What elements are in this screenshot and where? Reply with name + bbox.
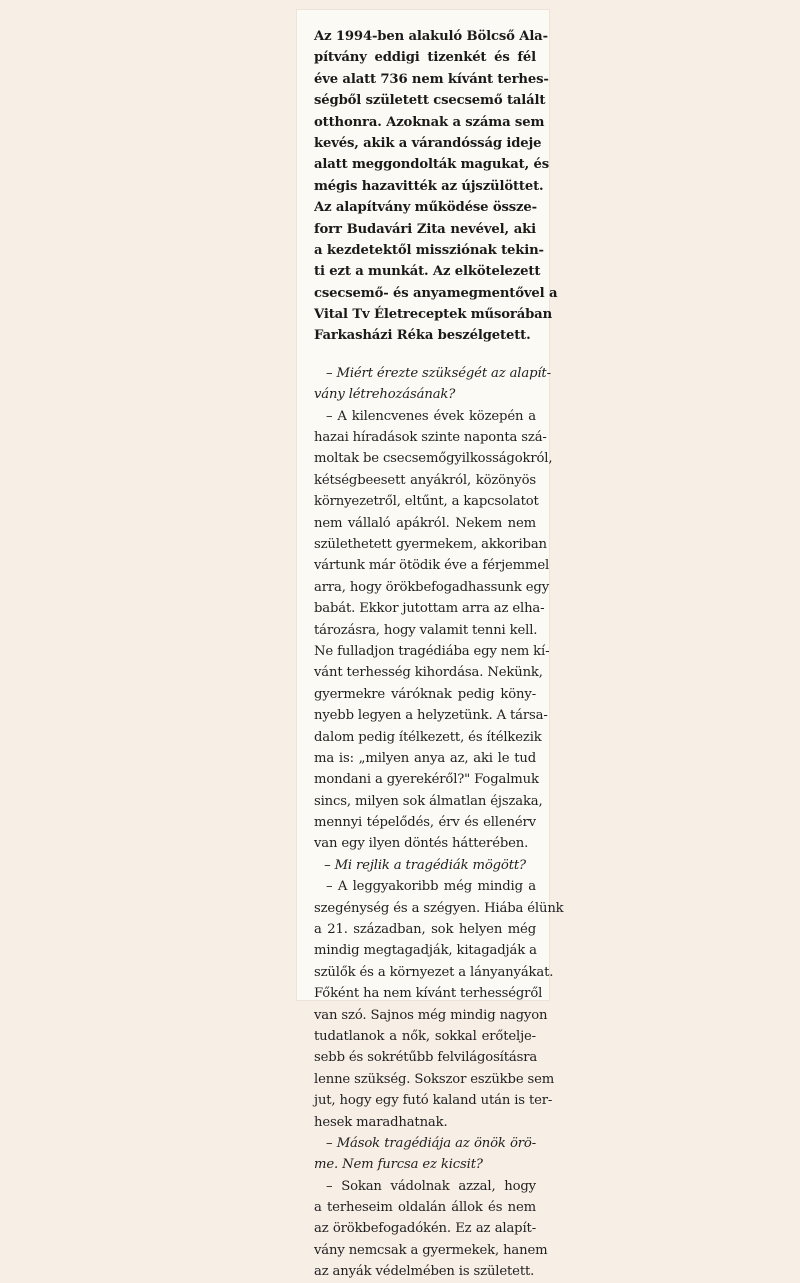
- article-column: [314, 26, 564, 1283]
- text-line: szülők és a környezet a lányanyákat.: [314, 964, 554, 980]
- text-line: a kezdetektől missziónak tekin-: [314, 242, 544, 258]
- text-line: babát. Ekkor jutottam arra az elha-: [314, 601, 545, 617]
- text-line: alatt meggondolták magukat, és: [314, 157, 550, 173]
- text-line: Vital Tv Életreceptek műsorában: [314, 307, 553, 323]
- text-line: kétségbeesett anyákról, közönyös: [314, 472, 536, 488]
- text-line: Főként ha nem kívánt terhességről: [314, 986, 543, 1002]
- text-line: – A leggyakoribb még mindig a: [326, 879, 536, 895]
- text-line: a terheseim oldalán állok és nem: [314, 1200, 536, 1216]
- text-line: ma is: „milyen anya az, aki le tud: [314, 750, 536, 766]
- text-line: környezetről, eltűnt, a kapcsolatot: [314, 494, 539, 510]
- text-line: dalom pedig ítélkezett, és ítélkezik: [314, 729, 542, 745]
- text-line: az anyák védelmében is született.: [314, 1264, 535, 1280]
- text-line: otthonra. Azoknak a száma sem: [314, 114, 545, 130]
- text-line: moltak be csecsemőgyilkosságokról,: [314, 451, 553, 467]
- text-line: tározásra, hogy valamit tenni kell.: [314, 622, 538, 638]
- text-line: mondani a gyerekéről?" Fogalmuk: [314, 772, 539, 788]
- text-line: Farkasházi Réka beszélgetett.: [314, 328, 531, 344]
- text-line: tudatlanok a nők, sokkal erőtelje-: [314, 1028, 536, 1044]
- text-line: – Miért érezte szükségét az alapít-: [326, 365, 551, 381]
- text-line: az örökbefogadókén. Ez az alapít-: [314, 1221, 536, 1237]
- text-line: sincs, milyen sok álmatlan éjszaka,: [314, 793, 543, 809]
- text-line: vány létrehozásának?: [314, 387, 456, 403]
- text-line: me. Nem furcsa ez kicsit?: [314, 1157, 483, 1173]
- text-line: nyebb legyen a helyzetünk. A társa-: [314, 708, 548, 724]
- text-line: gyermekre váróknak pedig köny-: [314, 686, 536, 702]
- text-line: vártunk már ötödik éve a férjemmel: [314, 558, 550, 574]
- text-line: hesek maradhatnak.: [314, 1114, 448, 1130]
- text-line: ti ezt a munkát. Az elkötelezett: [314, 264, 541, 280]
- question-3: [314, 1133, 536, 1176]
- text-line: hazai híradások szinte naponta szá-: [314, 430, 547, 446]
- text-line: szegénység és a szégyen. Hiába élünk: [314, 900, 564, 916]
- text-line: születhetett gyermekem, akkoriban: [314, 536, 547, 552]
- text-line: csecsemő- és anyamegmentővel a: [314, 285, 558, 301]
- text-line: mennyi tépelődés, érv és ellenérv: [314, 815, 536, 831]
- text-line: sebb és sokrétűbb felvilágosításra: [314, 1050, 538, 1066]
- text-line: vánt terhesség kihordása. Nekünk,: [314, 665, 543, 681]
- text-line: ségből született csecsemő talált: [314, 93, 546, 109]
- text-line: van szó. Sajnos még mindig nagyon: [314, 1007, 548, 1023]
- text-line: mégis hazavitték az újszülöttet.: [314, 178, 544, 194]
- text-line: a 21. században, sok helyen még: [314, 922, 536, 938]
- text-line: arra, hogy örökbefogadhassunk egy: [314, 579, 550, 595]
- text-line: Ne fulladjon tragédiába egy nem kí-: [314, 643, 550, 659]
- answer-2: [314, 876, 564, 1133]
- answer-1: [314, 406, 553, 855]
- text-line: – Sokan vádolnak azzal, hogy: [326, 1178, 536, 1194]
- text-line: mindig megtagadják, kitagadják a: [314, 943, 537, 959]
- text-line: nem vállaló apákról. Nekem nem: [314, 515, 536, 531]
- text-line: pítvány eddigi tizenkét és fél: [314, 50, 536, 66]
- article-lead: [314, 26, 558, 347]
- text-line: jut, hogy egy futó kaland után is ter-: [314, 1093, 553, 1109]
- text-line: Az 1994-ben alakuló Bölcső Ala-: [314, 29, 548, 44]
- text-line: van egy ilyen döntés hátterében.: [314, 836, 529, 852]
- text-line: – Mi rejlik a tragédiák mögött?: [324, 857, 526, 873]
- text-line: kevés, akik a várandósság ideje: [314, 135, 542, 151]
- answer-3: [314, 1176, 548, 1283]
- text-line: – Mások tragédiája az önök örö-: [326, 1135, 536, 1151]
- text-line: lenne szükség. Sokszor eszükbe sem: [314, 1071, 555, 1087]
- text-line: forr Budavári Zita nevével, aki: [314, 221, 536, 237]
- text-line: vány nemcsak a gyermekek, hanem: [314, 1242, 548, 1258]
- text-line: Az alapítvány működése össze-: [314, 200, 537, 216]
- text-line: – A kilencvenes évek közepén a: [326, 408, 536, 424]
- question-2: [314, 855, 536, 876]
- lead-spacer: [314, 347, 536, 363]
- text-line: éve alatt 736 nem kívánt terhes-: [314, 71, 549, 87]
- question-1: [314, 363, 551, 406]
